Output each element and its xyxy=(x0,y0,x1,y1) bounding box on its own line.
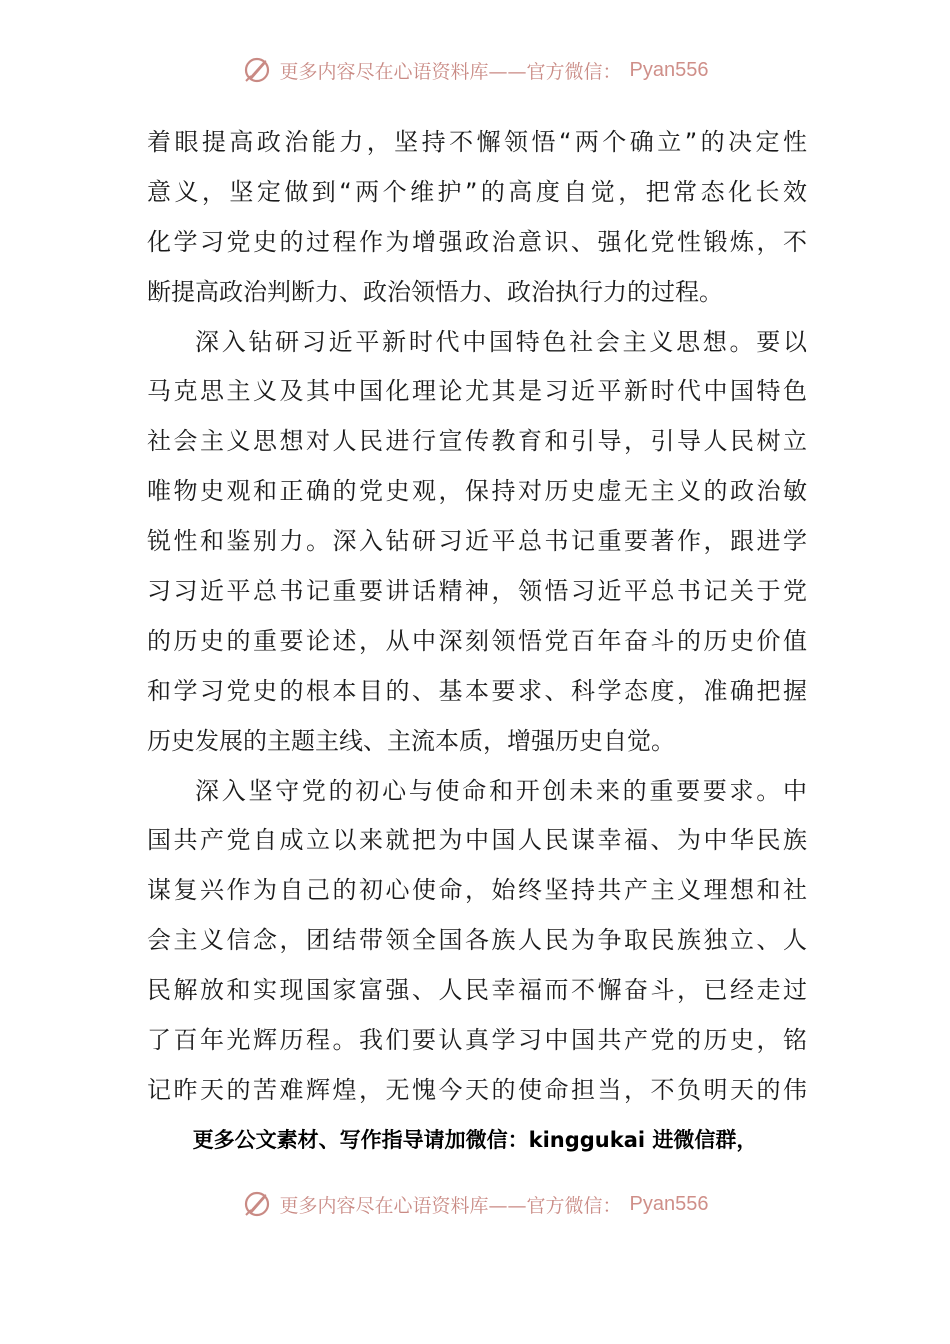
promo-line: 更多公文素材、写作指导请加微信：kinggukai 进微信群， xyxy=(192,1128,758,1152)
paragraph-line: 谋复兴作为自己的初心使命，始终坚持共产主义理想和社 xyxy=(147,876,807,905)
paragraph-line: 社会主义思想对人民进行宣传教育和引导，引导人民树立 xyxy=(147,427,807,456)
paragraph-line: 的历史的重要论述，从中深刻领悟党百年奋斗的历史价值 xyxy=(147,626,807,655)
watermark-site-text: 更多内容尽在心语资料库——官方微信： xyxy=(279,60,622,83)
paragraph-line: 意义，坚定做到“两个维护”的高度自觉，把常态化长效 xyxy=(147,177,807,206)
watermark-account-text: Pyan556 xyxy=(629,58,709,81)
paragraph-line: 深入坚守党的初心与使命和开创未来的重要要求。中 xyxy=(195,776,807,805)
paragraph-line: 唯物史观和正确的党史观，保持对历史虚无主义的政治敏 xyxy=(147,477,807,506)
header-watermark xyxy=(0,54,950,86)
document-body xyxy=(147,118,807,1116)
watermark-site-text: 更多内容尽在心语资料库——官方微信： xyxy=(279,1194,622,1217)
paragraph-line: 断提高政治判断力、政治领悟力、政治执行力的过程。 xyxy=(147,277,723,306)
paragraph-line: 深入钻研习近平新时代中国特色社会主义思想。要以 xyxy=(195,327,807,356)
paragraph-line: 记昨天的苦难辉煌，无愧今天的使命担当，不负明天的伟 xyxy=(147,1075,807,1104)
paragraph-line: 了百年光辉历程。我们要认真学习中国共产党的历史，铭 xyxy=(147,1026,807,1055)
paragraph-line: 会主义信念，团结带领全国各族人民为争取民族独立、人 xyxy=(147,926,807,955)
quill-pen-circle-icon xyxy=(242,55,272,85)
paragraph-line: 国共产党自成立以来就把为中国人民谋幸福、为中华民族 xyxy=(147,826,807,855)
paragraph-line: 化学习党史的过程作为增强政治意识、强化党性锻炼，不 xyxy=(147,227,807,256)
watermark-account-text: Pyan556 xyxy=(629,1192,709,1215)
paragraph-line: 民解放和实现国家富强、人民幸福而不懈奋斗，已经走过 xyxy=(147,976,807,1005)
paragraph-line: 着眼提高政治能力，坚持不懈领悟“两个确立”的决定性 xyxy=(147,128,807,156)
paragraph-line: 和学习党史的根本目的、基本要求、科学态度，准确把握 xyxy=(147,676,807,705)
paragraph-line: 锐性和鉴别力。深入钻研习近平总书记重要著作，跟进学 xyxy=(147,527,807,556)
paragraph-line: 习习近平总书记重要讲话精神，领悟习近平总书记关于党 xyxy=(147,577,807,606)
paragraph-line: 历史发展的主题主线、主流本质，增强历史自觉。 xyxy=(147,726,675,755)
footer-watermark xyxy=(0,1186,950,1222)
quill-pen-circle-icon xyxy=(242,1189,272,1219)
paragraph-line: 马克思主义及其中国化理论尤其是习近平新时代中国特色 xyxy=(147,377,807,406)
